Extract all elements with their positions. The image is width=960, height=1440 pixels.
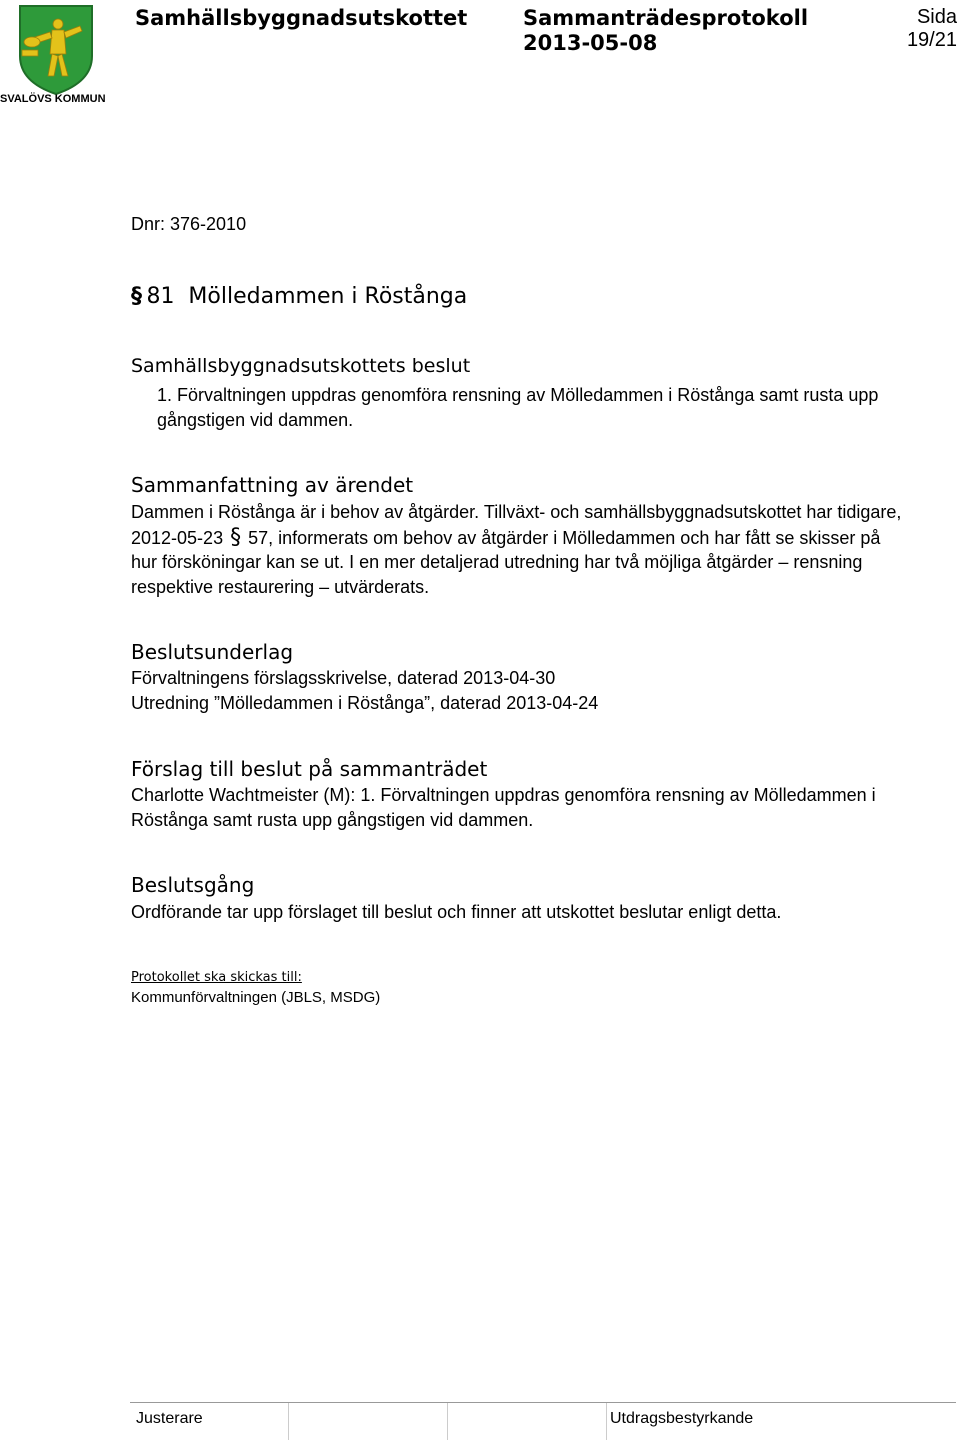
decision-item-line: 1. Förvaltningen uppdras genomföra rensning av Mölledammen i Röstånga samt rusta upp [157, 385, 879, 405]
extract-certification-label: Utdragsbestyrkande [610, 1410, 754, 1427]
summary-line: respektive restaurering – utvärderats. [131, 577, 430, 597]
summary-line: hur försköningar kan se ut. I en mer detaljerad utredning har två möjliga åtgärder – rensning [131, 552, 863, 572]
section-heading [131, 284, 467, 309]
basis-line: Förvaltningens förslagsskrivelse, daterad 2013-04-30 [131, 668, 556, 688]
distribution-recipients: Kommunförvaltningen (JBLS, MSDG) [131, 989, 381, 1006]
coat-of-arms-icon [8, 4, 104, 96]
case-number: Dnr: 376-2010 [131, 214, 247, 234]
procedure-line: Ordförande tar upp förslaget till beslut och finner att utskottet beslutar enligt detta. [131, 902, 782, 922]
proposal-line: Röstånga samt rusta upp gångstigen vid dammen. [131, 810, 534, 830]
distribution-label: Protokollet ska skickas till: [131, 970, 302, 985]
section-symbol: § [131, 284, 142, 309]
page-label: Sida [916, 6, 957, 28]
committee-name: Samhällsbyggnadsutskottet [135, 6, 468, 30]
signature-footer [130, 1402, 956, 1440]
footer-divider [447, 1403, 448, 1440]
basis-heading: Beslutsunderlag [131, 640, 294, 664]
meeting-date: 2013-05-08 [523, 31, 658, 55]
summary-heading: Sammanfattning av ärendet [131, 473, 414, 497]
procedure-heading: Beslutsgång [131, 873, 255, 897]
proposal-line: Charlotte Wachtmeister (M): 1. Förvaltningen uppdras genomföra rensning av Mölledammen i [131, 785, 876, 805]
section-title: 81 Mölledammen i Röstånga [146, 284, 468, 309]
document-type: Sammanträdesprotokoll [523, 6, 809, 30]
footer-divider [606, 1403, 607, 1440]
basis-line: Utredning ”Mölledammen i Röstånga”, daterad 2013-04-24 [131, 693, 599, 713]
page-number: 19/21 [906, 29, 957, 51]
municipality-logo-text: SVALÖVS KOMMUN [0, 93, 106, 105]
summary-text: 57, informerats om behov av åtgärder i Mölledammen och har fått se skisser på [248, 528, 881, 548]
section-symbol: § [230, 525, 242, 550]
footer-divider [288, 1403, 289, 1440]
decision-item-line: gångstigen vid dammen. [157, 410, 354, 430]
decision-heading: Samhällsbyggnadsutskottets beslut [131, 355, 471, 377]
summary-line [131, 525, 880, 551]
summary-date: 2012-05-23 [131, 528, 224, 548]
summary-line: Dammen i Röstånga är i behov av åtgärder. Tillväxt- och samhällsbyggnadsutskottet har tidigare, [131, 502, 902, 522]
adjuster-label: Justerare [136, 1410, 203, 1427]
proposal-heading: Förslag till beslut på sammanträdet [131, 757, 488, 781]
